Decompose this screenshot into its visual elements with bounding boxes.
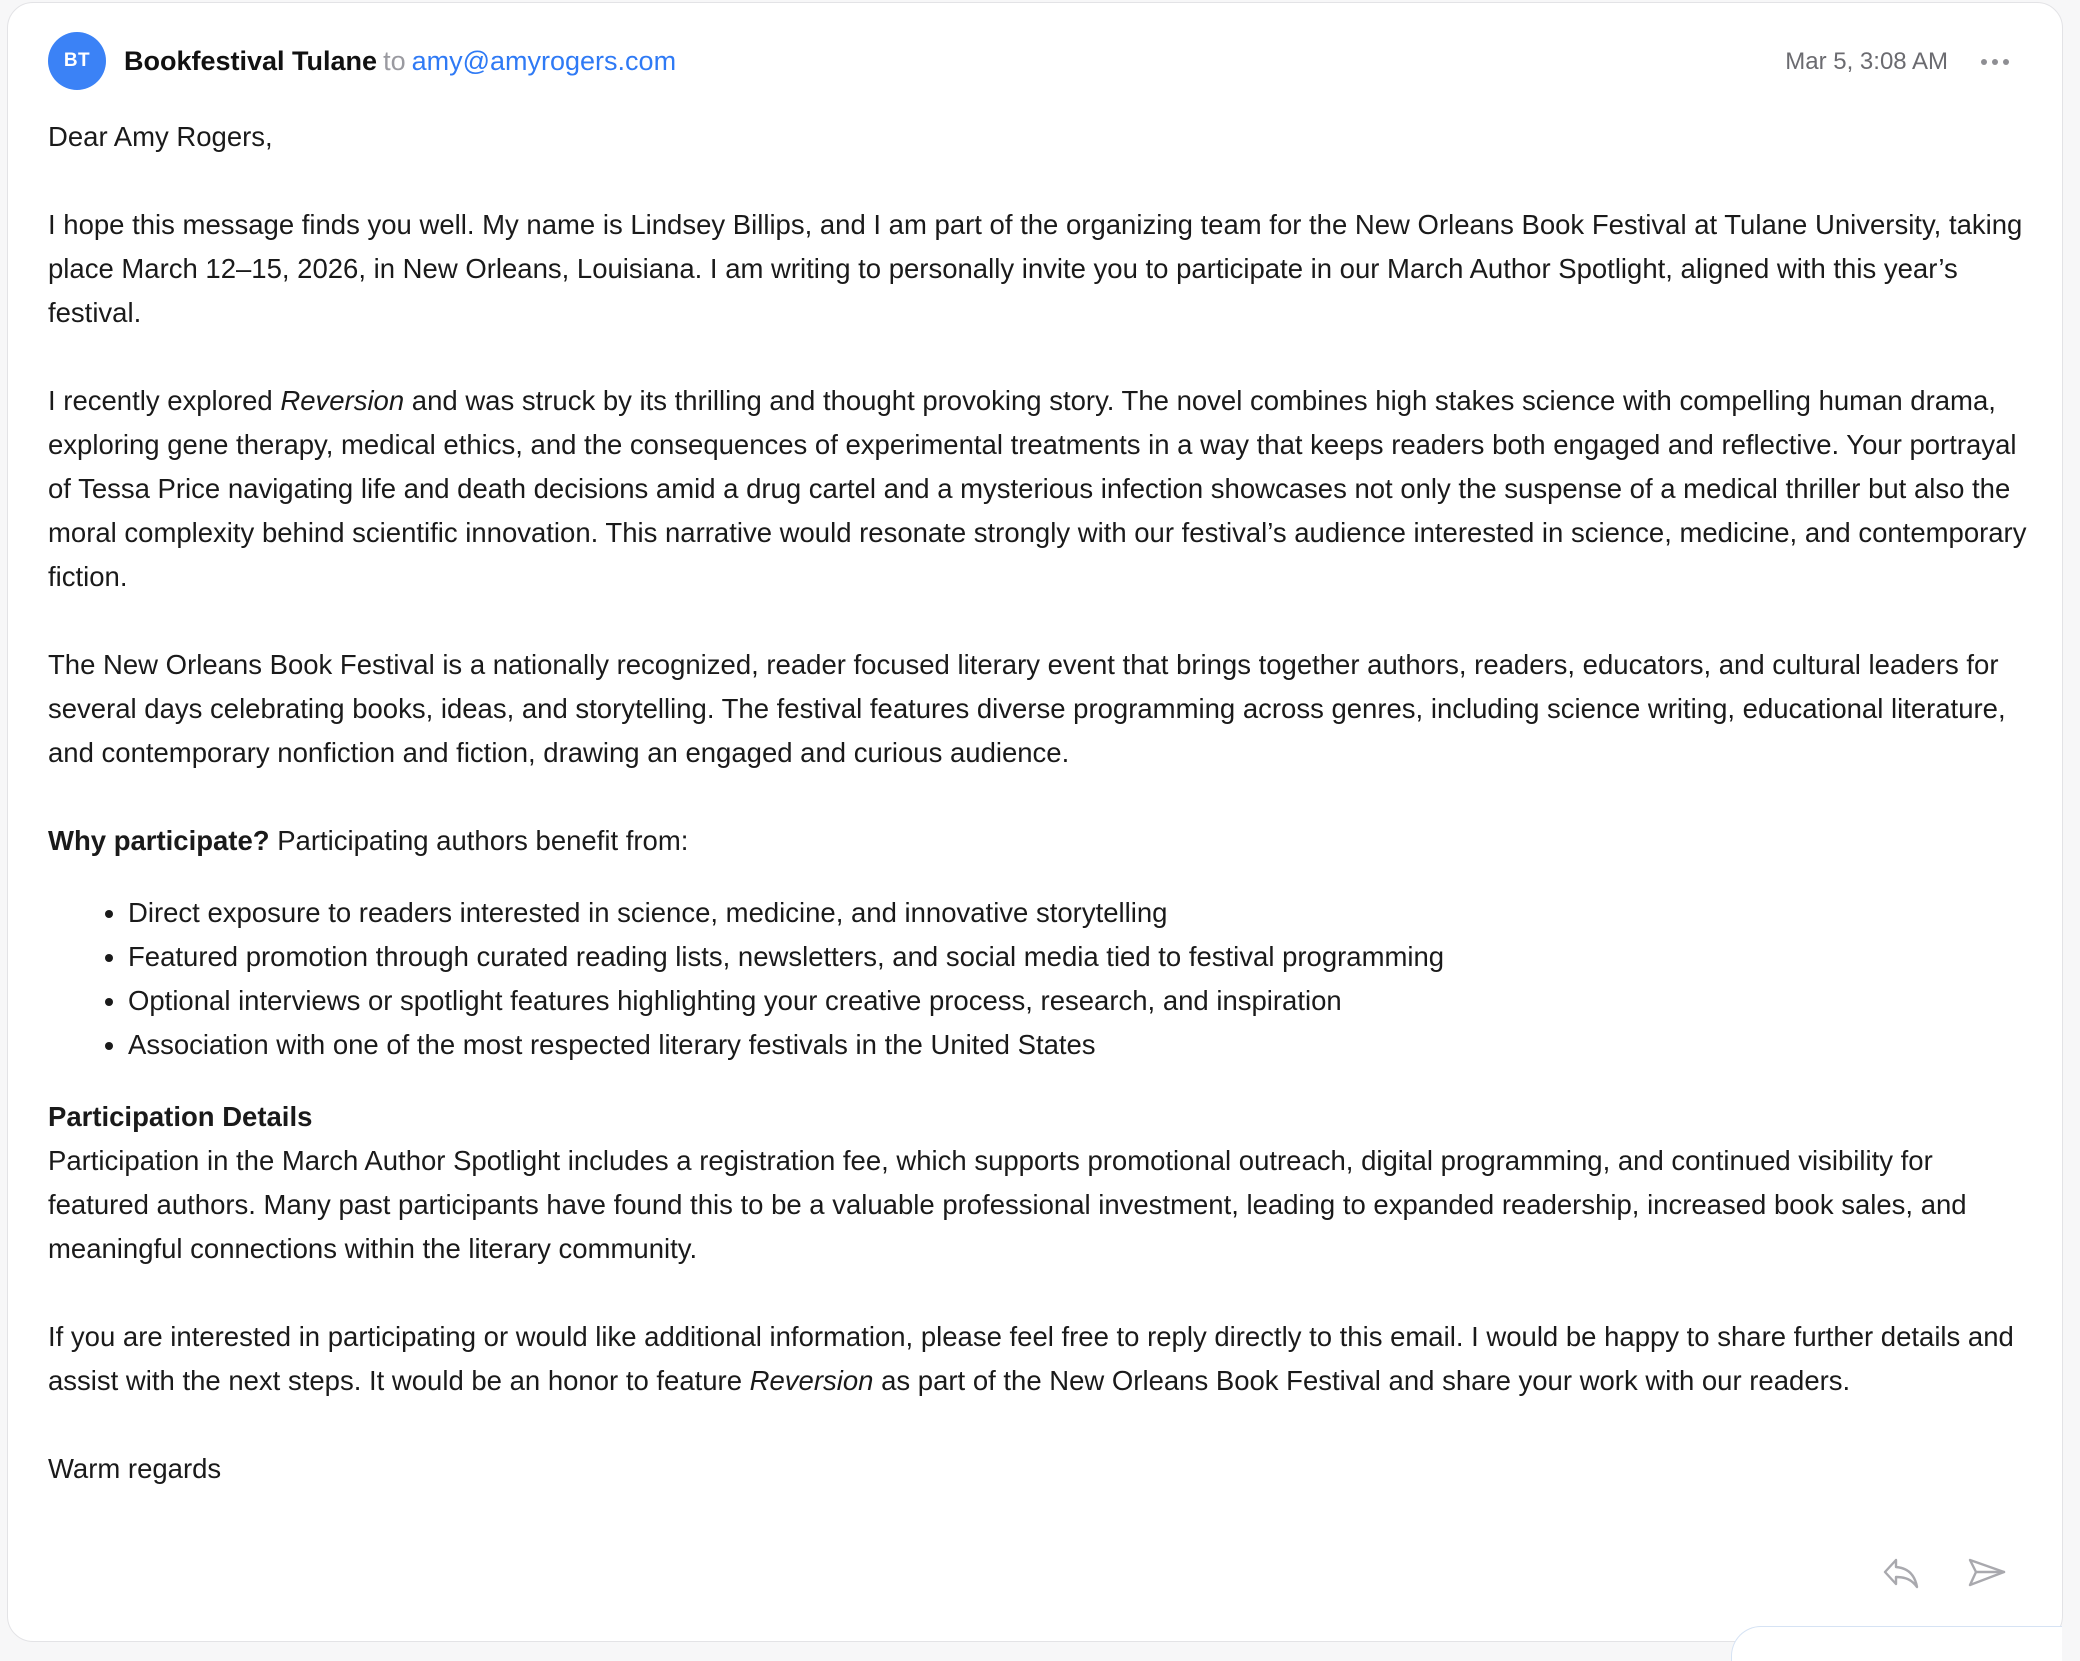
details-text: Participation in the March Author Spotlight includes a registration fee, which supports promotional outreach, digital programming, and continued visibility for featured authors. Many past participants have found this to be a valuable professional investment, leading to expanded readership, increased book sales, and meaningful connections within the literary community.: [48, 1145, 1967, 1264]
compose-bar-edge: [1731, 1626, 2062, 1661]
list-item: • Featured promotion through curated reading lists, newsletters, and social media tied to festival programming: [128, 935, 2038, 979]
paragraph-book-rest: and was struck by its thrilling and thought provoking story. The novel combines high stakes science with compelling human drama, exploring gene therapy, medical ethics, and the consequences of experimental treatments in a way that keeps readers both engaged and reflective. Your portrayal of Tessa Price navigating life and death decisions amid a drug cartel and a mysterious infection showcases not only the suspense of a medical thriller but also the moral complexity behind scientific innovation. This narrative would resonate strongly with our festival’s audience interested in science, medicine, and contemporary fiction.: [48, 385, 2027, 592]
forward-button[interactable]: [1967, 1553, 2007, 1593]
list-item: • Association with one of the most respected literary festivals in the United States: [128, 1023, 2038, 1067]
message-actions: [1881, 1553, 2007, 1593]
ellipsis-icon: [2003, 59, 2009, 65]
reply-button[interactable]: [1881, 1553, 1921, 1593]
details-heading: Participation Details: [48, 1101, 313, 1132]
greeting: Dear Amy Rogers,: [48, 121, 273, 152]
email-body: [48, 115, 2038, 1491]
more-options-button[interactable]: [1974, 45, 2016, 79]
book-title: Reversion: [749, 1365, 874, 1396]
paragraph-closing-rest: as part of the New Orleans Book Festival and share your work with our readers.: [873, 1365, 1851, 1396]
paragraph-intro: I hope this message finds you well. My name is Lindsey Billips, and I am part of the organizing team for the New Orleans Book Festival at Tulane University, taking place March 12–15, 2026, in New Orleans, Louisiana. I am writing to personally invite you to participate in our March Author Spotlight, aligned with this year’s festival.: [48, 209, 2023, 328]
paragraph-closing: [48, 1315, 2038, 1403]
recipient-address[interactable]: amy@amyrogers.com: [411, 46, 677, 76]
sender-avatar[interactable]: BT: [48, 32, 106, 90]
list-item: • Optional interviews or spotlight features highlighting your creative process, research, and inspiration: [128, 979, 2038, 1023]
participation-details: [48, 1095, 2038, 1271]
signoff: Warm regards: [48, 1453, 222, 1484]
ellipsis-icon: [1981, 59, 1987, 65]
email-card: [7, 2, 2063, 1642]
why-heading: Why participate?: [48, 825, 270, 856]
email-timestamp: Mar 5, 3:08 AM: [1785, 48, 1948, 75]
sender-name[interactable]: Bookfestival Tulane: [124, 46, 378, 76]
paragraph-book-start: I recently explored: [48, 385, 281, 416]
book-title: Reversion: [280, 385, 405, 416]
paragraph-closing-start: If you are interested in participating or would like additional information, please feel free to reply directly to this email. I would be happy to share further details and assist with the next steps. It would be an honor to feature: [48, 1321, 2014, 1396]
why-text: Participating authors benefit from:: [269, 825, 689, 856]
benefits-list: [48, 891, 2038, 1067]
paragraph-festival: The New Orleans Book Festival is a nationally recognized, reader focused literary event that brings together authors, readers, educators, and cultural leaders for several days celebrating books, ideas, and storytelling. The festival features diverse programming across genres, including science writing, educational literature, and contemporary nonfiction and fiction, drawing an engaged and curious audience.: [48, 649, 2006, 768]
list-item: • Direct exposure to readers interested in science, medicine, and innovative storytelling: [128, 891, 2038, 935]
ellipsis-icon: [1992, 59, 1998, 65]
email-header: [124, 41, 676, 81]
to-label: to: [383, 46, 406, 76]
reply-icon: [1882, 1556, 1920, 1590]
paragraph-book: [48, 379, 2038, 599]
forward-icon: [1967, 1556, 2007, 1590]
why-participate: [48, 819, 2038, 863]
